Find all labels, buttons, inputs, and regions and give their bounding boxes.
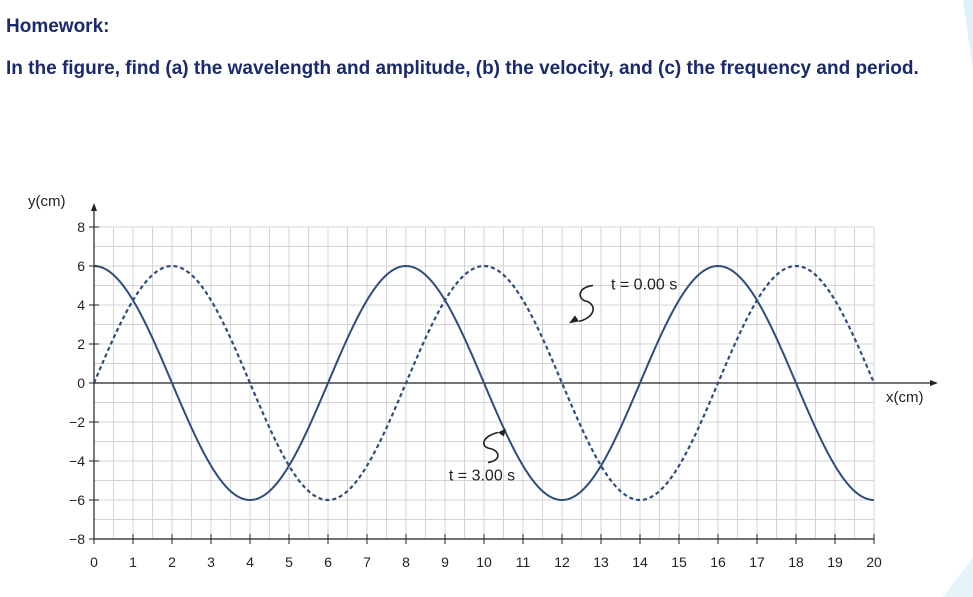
x-tick-label: 17: [749, 554, 765, 570]
chart-axes: [91, 203, 938, 539]
y-tick-label: −4: [69, 453, 85, 469]
y-tick-label: −8: [69, 531, 85, 547]
chart-ticks: [69, 219, 882, 570]
y-tick-label: −6: [69, 492, 85, 508]
pointer-t0-arrowhead: [569, 315, 579, 323]
x-tick-label: 6: [324, 554, 332, 570]
annotation-t0-label: t = 0.00 s: [611, 276, 678, 294]
y-tick-label: 6: [77, 258, 85, 274]
y-tick-label: 2: [77, 336, 85, 352]
x-tick-label: 14: [632, 554, 648, 570]
x-tick-label: 16: [710, 554, 726, 570]
annotation-t3-label: t = 3.00 s: [448, 467, 516, 485]
y-axis-arrow: [91, 203, 97, 211]
x-tick-label: 19: [827, 554, 843, 570]
x-tick-label: 12: [554, 554, 570, 570]
x-tick-label: 13: [593, 554, 609, 570]
y-tick-label: 8: [77, 219, 85, 235]
x-tick-label: 2: [168, 554, 176, 570]
x-tick-label: 1: [129, 554, 137, 570]
x-tick-label: 0: [90, 554, 98, 570]
y-tick-label: 4: [77, 297, 85, 313]
pointer-t3-arrowhead: [498, 429, 506, 437]
x-tick-label: 5: [285, 554, 293, 570]
y-tick-label: 0: [77, 375, 85, 391]
x-axis-arrow: [930, 380, 938, 386]
x-tick-label: 18: [788, 554, 804, 570]
question-text: In the figure, find (a) the wavelength and amplitude, (b) the velocity, and (c) the frequency and period.: [6, 58, 919, 79]
x-axis-label: x(cm): [886, 389, 924, 406]
x-tick-label: 11: [515, 554, 531, 570]
x-tick-label: 15: [671, 554, 687, 570]
pointer-t3-squiggle: [484, 433, 498, 463]
x-tick-label: 7: [363, 554, 371, 570]
x-tick-label: 8: [402, 554, 410, 570]
homework-title: Homework:: [6, 16, 110, 37]
x-tick-label: 3: [207, 554, 215, 570]
y-tick-label: −2: [69, 414, 85, 430]
y-axis-label: y(cm): [28, 193, 66, 210]
x-tick-label: 20: [866, 554, 882, 570]
x-tick-label: 10: [476, 554, 492, 570]
x-tick-label: 9: [441, 554, 449, 570]
x-tick-label: 4: [246, 554, 254, 570]
